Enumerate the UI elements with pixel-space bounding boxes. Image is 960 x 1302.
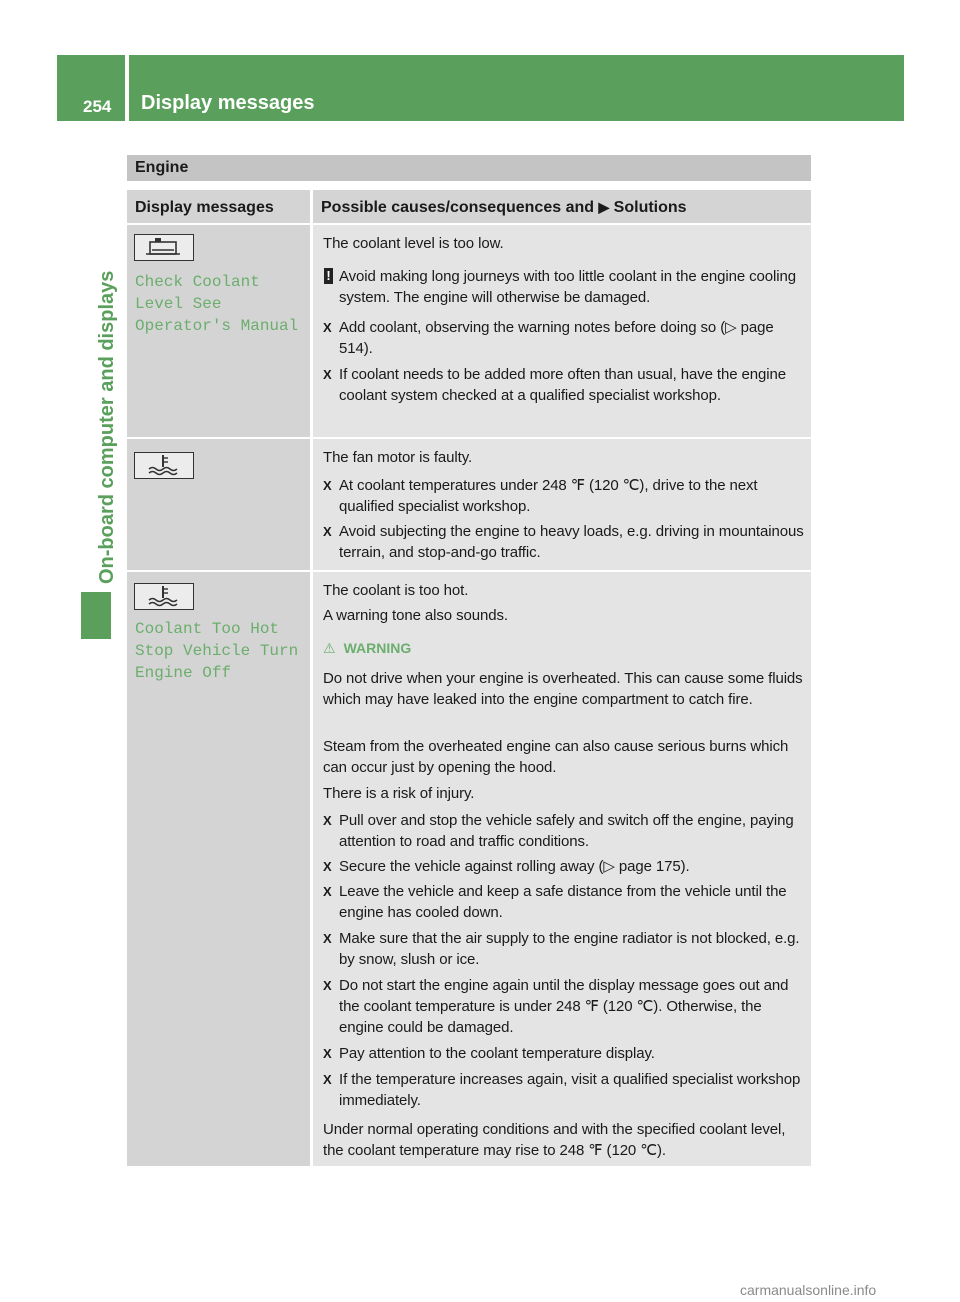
row1-intro: The coolant level is too low.: [323, 235, 504, 252]
row3-intro2: A warning tone also sounds.: [323, 607, 508, 624]
row3-bullet-6: Pay attention to the coolant temperature display.: [339, 1045, 655, 1062]
row1-display-line-1: Check Coolant: [135, 273, 260, 291]
row3-bullet-2: Secure the vehicle against rolling away (▷ page 175).: [339, 858, 690, 875]
row3-outro: Under normal operating conditions and with the specified coolant level, the coolant temperature may rise to 248 ℉ (120 ℃).: [323, 1121, 786, 1159]
bullet-icon: X: [323, 813, 332, 828]
row1-display-line-3: Operator's Manual: [135, 317, 299, 335]
row1-bullet-2: If coolant needs to be added more often than usual, have the engine coolant system checked at a qualified specialist workshop.: [339, 366, 786, 404]
row2-bullet-1: At coolant temperatures under 248 ℉ (120 ℃), drive to the next qualified specialist workshop.: [339, 477, 758, 515]
row3-bullet-7: If the temperature increases again, visit a qualified specialist workshop immediately.: [339, 1071, 801, 1109]
causes-prefix: Possible causes/consequences and: [321, 199, 599, 216]
column-header-display-label: Display messages: [135, 199, 274, 216]
notice-icon: !: [324, 268, 333, 284]
row3-display-cell: [127, 572, 310, 1166]
row3-warning-p2: Steam from the overheated engine can also cause serious burns which can occur just by opening the hood.: [323, 738, 789, 776]
row3-bullet-3: Leave the vehicle and keep a safe distance from the vehicle until the engine has cooled down.: [339, 883, 787, 921]
bullet-icon: X: [323, 320, 332, 335]
bullet-icon: X: [323, 1072, 332, 1087]
row1-causes-cell: [313, 225, 811, 437]
row2-intro: The fan motor is faulty.: [323, 449, 473, 466]
row2-causes-cell: [313, 439, 811, 570]
bullet-icon: X: [323, 478, 332, 493]
column-header-display: [127, 190, 310, 223]
bullet-icon: X: [323, 524, 332, 539]
row3-causes-cell: [313, 572, 811, 1166]
row3-warning-p3: There is a risk of injury.: [323, 785, 475, 802]
bullet-icon: X: [323, 859, 332, 874]
row3-warning-p1: Do not drive when your engine is overheated. This can cause some fluids which may have leaked into the engine compartment to catch fire.: [323, 670, 803, 708]
table-title: Engine: [135, 159, 189, 176]
warning-heading: [323, 638, 411, 659]
bullet-icon: X: [323, 978, 332, 993]
row2-bullet-2: Avoid subjecting the engine to heavy loads, e.g. driving in mountainous terrain, and stop-and-go traffic.: [339, 523, 804, 561]
bullet-icon: X: [323, 367, 332, 382]
row3-bullet-1: Pull over and stop the vehicle safely and switch off the engine, paying attention to road and traffic conditions.: [339, 812, 794, 850]
section-title: Display messages: [141, 92, 315, 114]
bullet-icon: X: [323, 1046, 332, 1061]
row1-display-line-2: Level See: [135, 295, 222, 313]
side-tab-marker: [81, 592, 111, 639]
bullet-icon: X: [323, 931, 332, 946]
play-arrow-icon: ▶: [598, 199, 610, 215]
warning-triangle-icon: ⚠: [323, 640, 336, 656]
row1-notice: Avoid making long journeys with too little coolant in the engine cooling system. The engine will otherwise be damaged.: [339, 268, 796, 306]
row3-intro: The coolant is too hot.: [323, 582, 469, 599]
causes-suffix: Solutions: [609, 199, 687, 216]
page-number: 254: [83, 97, 112, 116]
row2-display-cell: [127, 439, 310, 570]
row1-bullet-1: Add coolant, observing the warning notes before doing so (▷ page 514).: [339, 319, 774, 357]
row1-display-cell: [127, 225, 310, 437]
coolant-temperature-icon: [134, 452, 194, 479]
row3-display-line-3: Engine Off: [135, 664, 232, 682]
row3-bullet-5: Do not start the engine again until the display message goes out and the coolant temperature is under 248 ℉ (120 ℃). Otherwise, the engine could be damaged.: [339, 977, 789, 1036]
column-header-causes-label: [321, 199, 687, 217]
coolant-level-icon: [134, 234, 194, 261]
header-divider: [125, 55, 129, 121]
bullet-icon: X: [323, 884, 332, 899]
row3-bullet-4: Make sure that the air supply to the engine radiator is not blocked, e.g. by snow, slush or ice.: [339, 930, 800, 968]
column-header-causes: [313, 190, 811, 223]
watermark: carmanualsonline.info: [740, 1282, 877, 1298]
row3-display-line-1: Coolant Too Hot: [135, 620, 280, 638]
side-tab-label: On-board computer and displays: [96, 270, 118, 584]
table-title-bar: [127, 155, 811, 181]
warning-label: WARNING: [343, 640, 412, 656]
coolant-temperature-icon: [134, 583, 194, 610]
row3-display-line-2: Stop Vehicle Turn: [135, 642, 299, 660]
